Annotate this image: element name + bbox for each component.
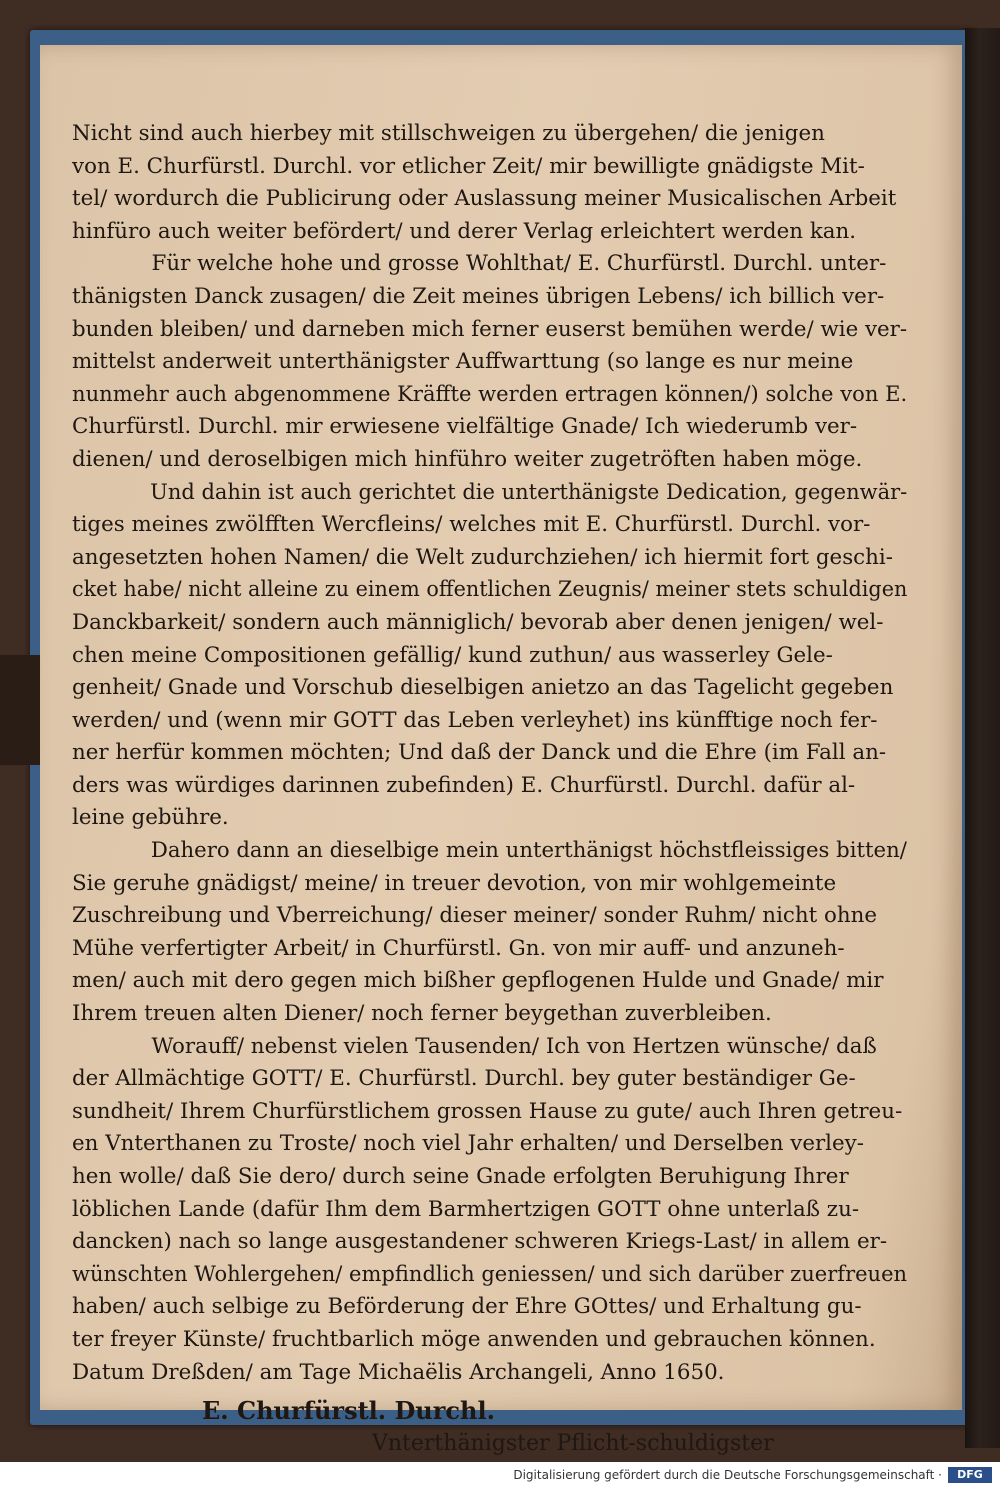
text-line: Churfürstl. Durchl. mir erwiesene vielfältige Gnade/ Ich wiederumb ver-: [72, 414, 858, 440]
text-line: genheit/ Gnade und Vorschub dieselbigen anietzo an das Tagelicht gegeben: [72, 675, 894, 701]
text-line: chen meine Compositionen gefällig/ kund zuthun/ aus wasserley Gele-: [72, 642, 833, 668]
closing-line: E. Churfürstl. Durchl.: [202, 1396, 495, 1426]
text-line: tel/ wordurch die Publicirung oder Auslassung meiner Musicalischen Arbeit: [72, 186, 897, 212]
text-line: mittelst anderweit unterthänigster Auffwarttung (so lange es nur meine: [72, 349, 854, 375]
text-line: sundheit/ Ihrem Churfürstlichem grossen Hause zu gute/ auch Ihren getreu-: [72, 1098, 903, 1124]
page-tab: [0, 655, 40, 765]
subscription-line: Vnterthänigster Pflicht-schuldigster: [372, 1430, 774, 1456]
text-line: Ihrem treuen alten Diener/ noch ferner beygethan zuverbleiben.: [72, 1001, 772, 1027]
text-line: leine gebühre.: [72, 805, 229, 831]
text-line: Für welche hohe und grosse Wohlthat/ E. Churfürstl. Durchl. unter-: [151, 251, 887, 277]
text-line: hen wolle/ daß Sie dero/ durch seine Gnade erfolgten Beruhigung Ihrer: [72, 1164, 849, 1189]
text-line: nunmehr auch abgenommene Kräffte werden ertragen können/) solche von E.: [72, 381, 908, 407]
book-spine: [965, 28, 1000, 1448]
text-line: men/ auch mit dero gegen mich bißher gepflogenen Hulde und Gnade/ mir: [72, 968, 884, 994]
text-line: en Vnterthanen zu Troste/ noch viel Jahr erhalten/ und Derselben verley-: [72, 1131, 864, 1157]
funding-credit: Digitalisierung gefördert durch die Deutsche Forschungsgemeinschaft ·: [513, 1468, 942, 1482]
text-line: Datum Dreßden/ am Tage Michaëlis Archangeli, Anno 1650.: [72, 1359, 725, 1385]
text-line: haben/ auch selbige zu Beförderung der Ehre GOttes/ und Erhaltung gu-: [72, 1294, 862, 1320]
text-line: Worauff/ nebenst vielen Tausenden/ Ich von Hertzen wünsche/ daß: [151, 1033, 877, 1059]
text-line: der Allmächtige GOTT/ E. Churfürstl. Durchl. bey guter beständiger Ge-: [72, 1066, 856, 1092]
text-line: thänigsten Danck zusagen/ die Zeit meines übrigen Lebens/ ich billich ver-: [72, 283, 885, 309]
text-line: cket habe/ nicht alleine zu einem offentlichen Zeugnis/ meiner stets schuldigen: [72, 577, 908, 603]
text-line: Danckbarkeit/ sondern auch männiglich/ bevorab aber denen jenigen/ wel-: [72, 609, 884, 635]
text-line: dienen/ und deroselbigen mich hinführo weiter zugetröften haben möge.: [72, 446, 863, 472]
text-line: Dahero dann an dieselbige mein unterthänigst höchstfleissiges bitten/: [150, 838, 907, 864]
text-line: Nicht sind auch hierbey mit stillschweigen zu übergehen/ die jenigen: [72, 121, 825, 146]
text-line: löblichen Lande (dafür Ihm dem Barmhertzigen GOTT ohne unterlaß zu-: [72, 1196, 860, 1222]
text-line: ter freyer Künste/ fruchtbarlich möge anwenden und gebrauchen können.: [72, 1326, 876, 1352]
text-line: werden/ und (wenn mir GOTT das Leben verleyhet) ins künfftige noch fer-: [72, 707, 878, 733]
text-line: von E. Churfürstl. Durchl. vor etlicher Zeit/ mir bewilligte gnädigste Mit-: [72, 153, 865, 179]
dfg-logo: DFG: [948, 1467, 992, 1483]
text-line: wünschten Wohlergehen/ empfindlich geniessen/ und sich darüber zuerfreuen: [72, 1261, 908, 1287]
text-line: ner herfür kommen möchten; Und daß der Danck und die Ehre (im Fall an-: [72, 740, 887, 766]
text-line: hinfüro auch weiter befördert/ und derer Verlag erleichtert werden kan.: [72, 218, 857, 244]
text-line: ders was würdiges darinnen zubefinden) E. Churfürstl. Durchl. dafür al-: [72, 772, 856, 798]
text-line: tiges meines zwölfften Wercfleins/ welches mit E. Churfürstl. Durchl. vor-: [72, 512, 871, 538]
text-line: Mühe verfertigter Arbeit/ in Churfürstl. Gn. von mir auff- und anzuneh-: [72, 935, 845, 961]
text-line: Sie geruhe gnädigst/ meine/ in treuer devotion, von mir wohlgemeinte: [72, 870, 837, 896]
text-line: angesetzten hohen Namen/ die Welt zudurchziehen/ ich hiermit fort geschi-: [72, 544, 893, 570]
footer-bar: [0, 1462, 1000, 1491]
text-line: Und dahin ist auch gerichtet die unterthänigste Dedication, gegenwär-: [150, 479, 908, 505]
text-line: bunden bleiben/ und darneben mich ferner euserst bemühen werde/ wie ver-: [72, 316, 908, 342]
text-line: Zuschreibung und Vberreichung/ dieser meiner/ sonder Ruhm/ nicht ohne: [72, 903, 878, 929]
page-text: [72, 118, 912, 1462]
text-line: dancken) nach so lange ausgestandener schweren Kriegs-Last/ in allem er-: [72, 1229, 888, 1255]
